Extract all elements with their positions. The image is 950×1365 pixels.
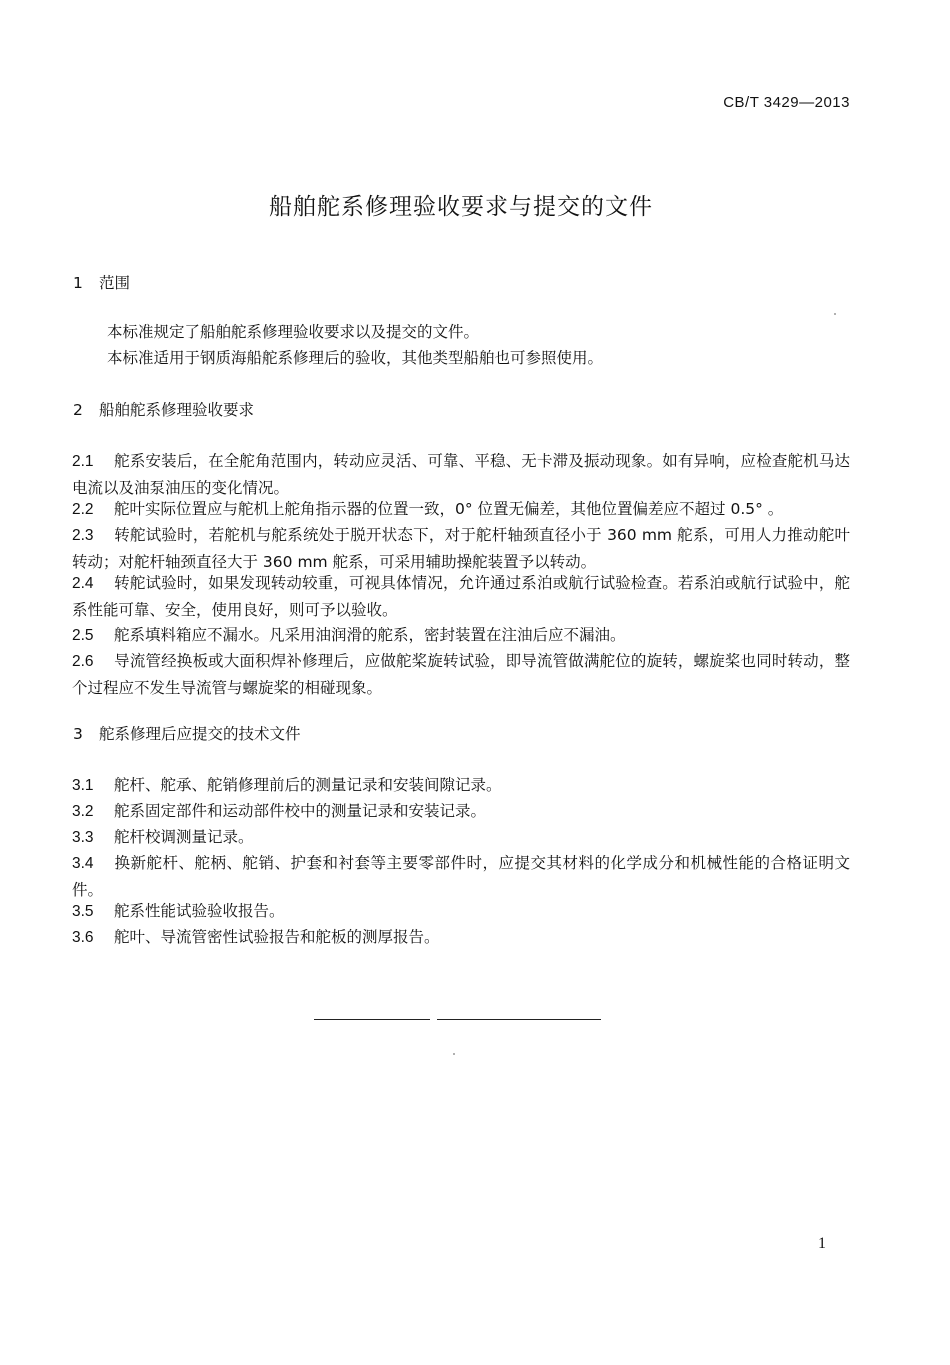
end-rule-left — [314, 1019, 430, 1020]
clause-text: 舵系填料箱应不漏水。凡采用油润滑的舵系，密封装置在注油后应不漏油。 — [114, 626, 626, 644]
clause-number: 3.4 — [72, 855, 94, 872]
clause-number: 2.2 — [72, 501, 94, 518]
scan-speck — [453, 1053, 455, 1055]
clause-text: 舵杆、舵承、舵销修理前后的测量记录和安装间隙记录。 — [114, 776, 502, 794]
clause-2-3 — [72, 522, 850, 575]
clause-number: 3.6 — [72, 929, 94, 946]
clause-3-2 — [72, 798, 850, 825]
section-1-heading — [73, 271, 130, 293]
clause-2-6 — [72, 648, 850, 701]
clause-number: 3.2 — [72, 803, 94, 820]
clause-number: 2.4 — [72, 575, 94, 592]
document-title: 船舶舵系修理验收要求与提交的文件 — [269, 194, 653, 220]
clause-text: 换新舵杆、舵柄、舵销、护套和衬套等主要零部件时，应提交其材料的化学成分和机械性能的合格证明文件。 — [72, 854, 850, 899]
clause-number: 2.1 — [72, 453, 94, 470]
clause-3-5 — [72, 898, 850, 925]
section-number: 2 — [73, 401, 83, 419]
clause-number: 2.6 — [72, 653, 94, 670]
clause-text: 舵系固定部件和运动部件校中的测量记录和安装记录。 — [114, 802, 487, 820]
clause-3-4 — [72, 850, 850, 903]
section-number: 3 — [73, 725, 83, 743]
clause-text: 转舵试验时，若舵机与舵系统处于脱开状态下，对于舵杆轴颈直径小于 360 mm 舵系，可用人力推动舵叶转动；对舵杆轴颈直径大于 360 mm 舵系，可采用辅助操舵装置予以转动。 — [72, 526, 850, 571]
clause-text: 舵系性能试验验收报告。 — [114, 902, 285, 920]
clause-text: 舵叶实际位置应与舵机上舵角指示器的位置一致，0° 位置无偏差，其他位置偏差应不超过 0.5° 。 — [114, 500, 784, 518]
scope-paragraph: 本标准适用于钢质海船舵系修理后的验收，其他类型船舶也可参照使用。 — [107, 349, 604, 367]
clause-3-6 — [72, 924, 850, 951]
clause-text: 舵杆校调测量记录。 — [114, 828, 254, 846]
clause-number: 3.1 — [72, 777, 94, 794]
scan-speck — [834, 313, 836, 315]
clause-number: 2.3 — [72, 527, 94, 544]
section-title: 范围 — [99, 274, 131, 292]
clause-2-2 — [72, 496, 850, 523]
clause-number: 3.5 — [72, 903, 94, 920]
section-title: 船舶舵系修理验收要求 — [99, 401, 255, 419]
clause-number: 2.5 — [72, 627, 94, 644]
clause-text: 导流管经换板或大面积焊补修理后，应做舵桨旋转试验，即导流管做满舵位的旋转，螺旋桨也同时转动，整个过程应不发生导流管与螺旋桨的相碰现象。 — [72, 652, 850, 697]
section-3-heading — [73, 722, 301, 744]
section-2-heading — [73, 398, 254, 420]
clause-number: 3.3 — [72, 829, 94, 846]
section-title: 舵系修理后应提交的技术文件 — [99, 725, 301, 743]
clause-text: 舵叶、导流管密性试验报告和舵板的测厚报告。 — [114, 928, 440, 946]
clause-3-1 — [72, 772, 850, 799]
clause-2-1 — [72, 448, 850, 501]
clause-2-5 — [72, 622, 850, 649]
clause-text: 舵系安装后，在全舵角范围内，转动应灵活、可靠、平稳、无卡滞及振动现象。如有异响，应检查舵机马达电流以及油泵油压的变化情况。 — [72, 452, 850, 497]
standard-code: CB/T 3429—2013 — [723, 94, 850, 111]
clause-text: 转舵试验时，如果发现转动较重，可视具体情况，允许通过系泊或航行试验检查。若系泊或航行试验中，舵系性能可靠、安全，使用良好，则可予以验收。 — [72, 574, 850, 619]
scope-paragraph: 本标准规定了船舶舵系修理验收要求以及提交的文件。 — [107, 323, 480, 341]
end-rule-right — [437, 1019, 601, 1020]
section-number: 1 — [73, 274, 83, 292]
clause-3-3 — [72, 824, 850, 851]
page-number: 1 — [818, 1235, 826, 1252]
clause-2-4 — [72, 570, 850, 623]
